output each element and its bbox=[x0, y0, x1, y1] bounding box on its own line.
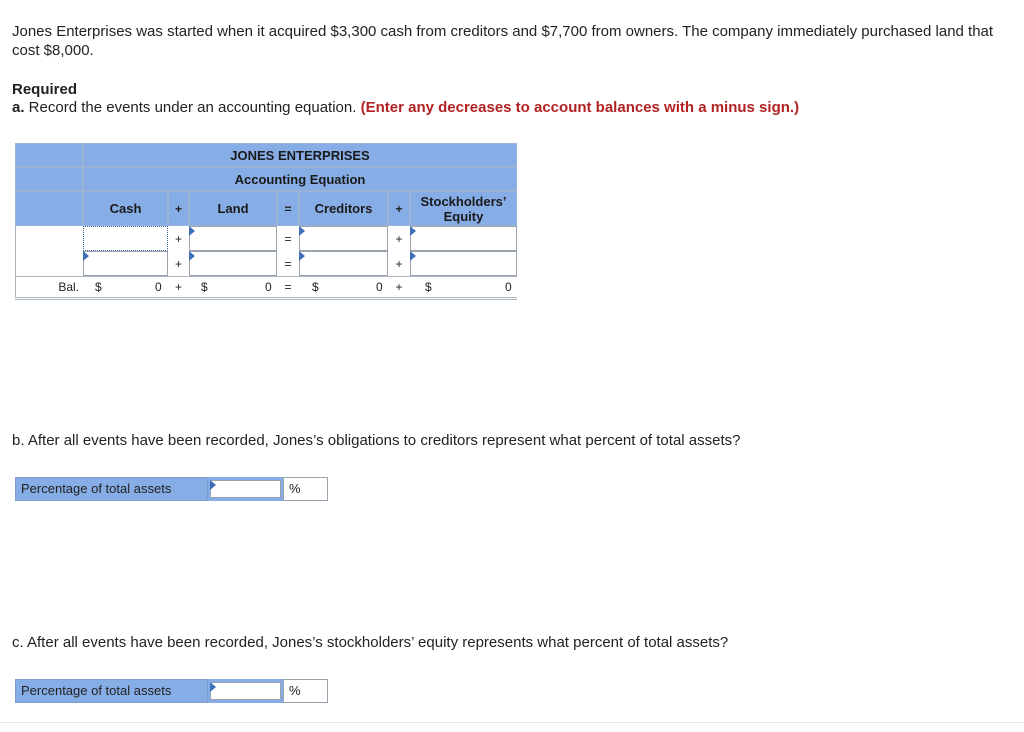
header-blank-cell bbox=[15, 167, 83, 191]
operator-plus: + bbox=[168, 191, 189, 226]
land-input-row-2[interactable] bbox=[189, 251, 277, 276]
balance-cash-currency: $ bbox=[95, 280, 102, 294]
part-c-percent-unit: % bbox=[283, 679, 328, 703]
part-b-answer-row bbox=[15, 477, 328, 501]
part-a-prefix: a. bbox=[12, 99, 25, 116]
balance-cash-value: 0 bbox=[155, 280, 162, 294]
balance-land-currency: $ bbox=[201, 280, 208, 294]
column-header-land: Land bbox=[189, 191, 277, 226]
header-blank-cell bbox=[15, 191, 83, 226]
operator-equals: = bbox=[277, 191, 299, 226]
balance-equity-value: 0 bbox=[505, 280, 512, 294]
land-input-row-1[interactable] bbox=[189, 226, 277, 251]
accounting-equation-table bbox=[15, 143, 517, 299]
part-b-answer-box bbox=[208, 477, 283, 501]
balance-creditors-value: 0 bbox=[376, 280, 383, 294]
required-heading: Required bbox=[12, 81, 78, 98]
part-c-percentage-input[interactable] bbox=[210, 682, 281, 700]
column-header-creditors: Creditors bbox=[299, 191, 388, 226]
company-title: JONES ENTERPRISES bbox=[83, 143, 517, 167]
operator-plus: + bbox=[174, 280, 182, 294]
equation-subtitle: Accounting Equation bbox=[83, 167, 517, 191]
operator-plus: + bbox=[174, 231, 182, 246]
creditors-input-row-2[interactable] bbox=[299, 251, 388, 276]
part-c-answer-label: Percentage of total assets bbox=[15, 679, 208, 703]
page-divider bbox=[0, 722, 1024, 723]
equity-input-row-1[interactable] bbox=[410, 226, 517, 251]
part-c-answer-box bbox=[208, 679, 283, 703]
operator-equals: = bbox=[284, 256, 292, 271]
operator-plus: + bbox=[395, 256, 403, 271]
part-c-answer-row bbox=[15, 679, 328, 703]
part-a-note: (Enter any decreases to account balances with a minus sign.) bbox=[360, 99, 800, 116]
balance-creditors-currency: $ bbox=[312, 280, 319, 294]
part-a-text: Record the events under an accounting equation. bbox=[24, 99, 361, 116]
equity-input-row-2[interactable] bbox=[410, 251, 517, 276]
cash-input-row-1[interactable] bbox=[83, 226, 168, 251]
balance-equity-currency: $ bbox=[425, 280, 432, 294]
balance-label: Bal. bbox=[15, 276, 83, 298]
operator-plus: + bbox=[174, 256, 182, 271]
part-b-percent-unit: % bbox=[283, 477, 328, 501]
operator-plus: + bbox=[395, 231, 403, 246]
part-c-question: c. After all events have been recorded, Jones’s stockholders’ equity represents what percent of total assets? bbox=[12, 634, 729, 651]
header-blank-cell bbox=[15, 143, 83, 167]
problem-intro: Jones Enterprises was started when it acquired $3,300 cash from creditors and $7,700 from owners. The company immediately purchased land that cost $8,000. bbox=[12, 23, 994, 59]
row-label-cell bbox=[15, 251, 83, 276]
column-header-stockholders-equity: Stockholders’ Equity bbox=[410, 191, 517, 226]
part-a-instructions bbox=[12, 98, 799, 117]
operator-plus: + bbox=[388, 191, 410, 226]
column-header-cash: Cash bbox=[83, 191, 168, 226]
operator-plus: + bbox=[395, 280, 403, 294]
operator-equals: = bbox=[284, 231, 292, 246]
part-b-percentage-input[interactable] bbox=[210, 480, 281, 498]
cash-input-row-2[interactable] bbox=[83, 251, 168, 276]
part-b-answer-label: Percentage of total assets bbox=[15, 477, 208, 501]
operator-equals: = bbox=[284, 280, 292, 294]
part-b-question: b. After all events have been recorded, Jones’s obligations to creditors represent what percent of total assets? bbox=[12, 432, 741, 449]
row-label-cell bbox=[15, 226, 83, 251]
balance-land-value: 0 bbox=[265, 280, 272, 294]
creditors-input-row-1[interactable] bbox=[299, 226, 388, 251]
